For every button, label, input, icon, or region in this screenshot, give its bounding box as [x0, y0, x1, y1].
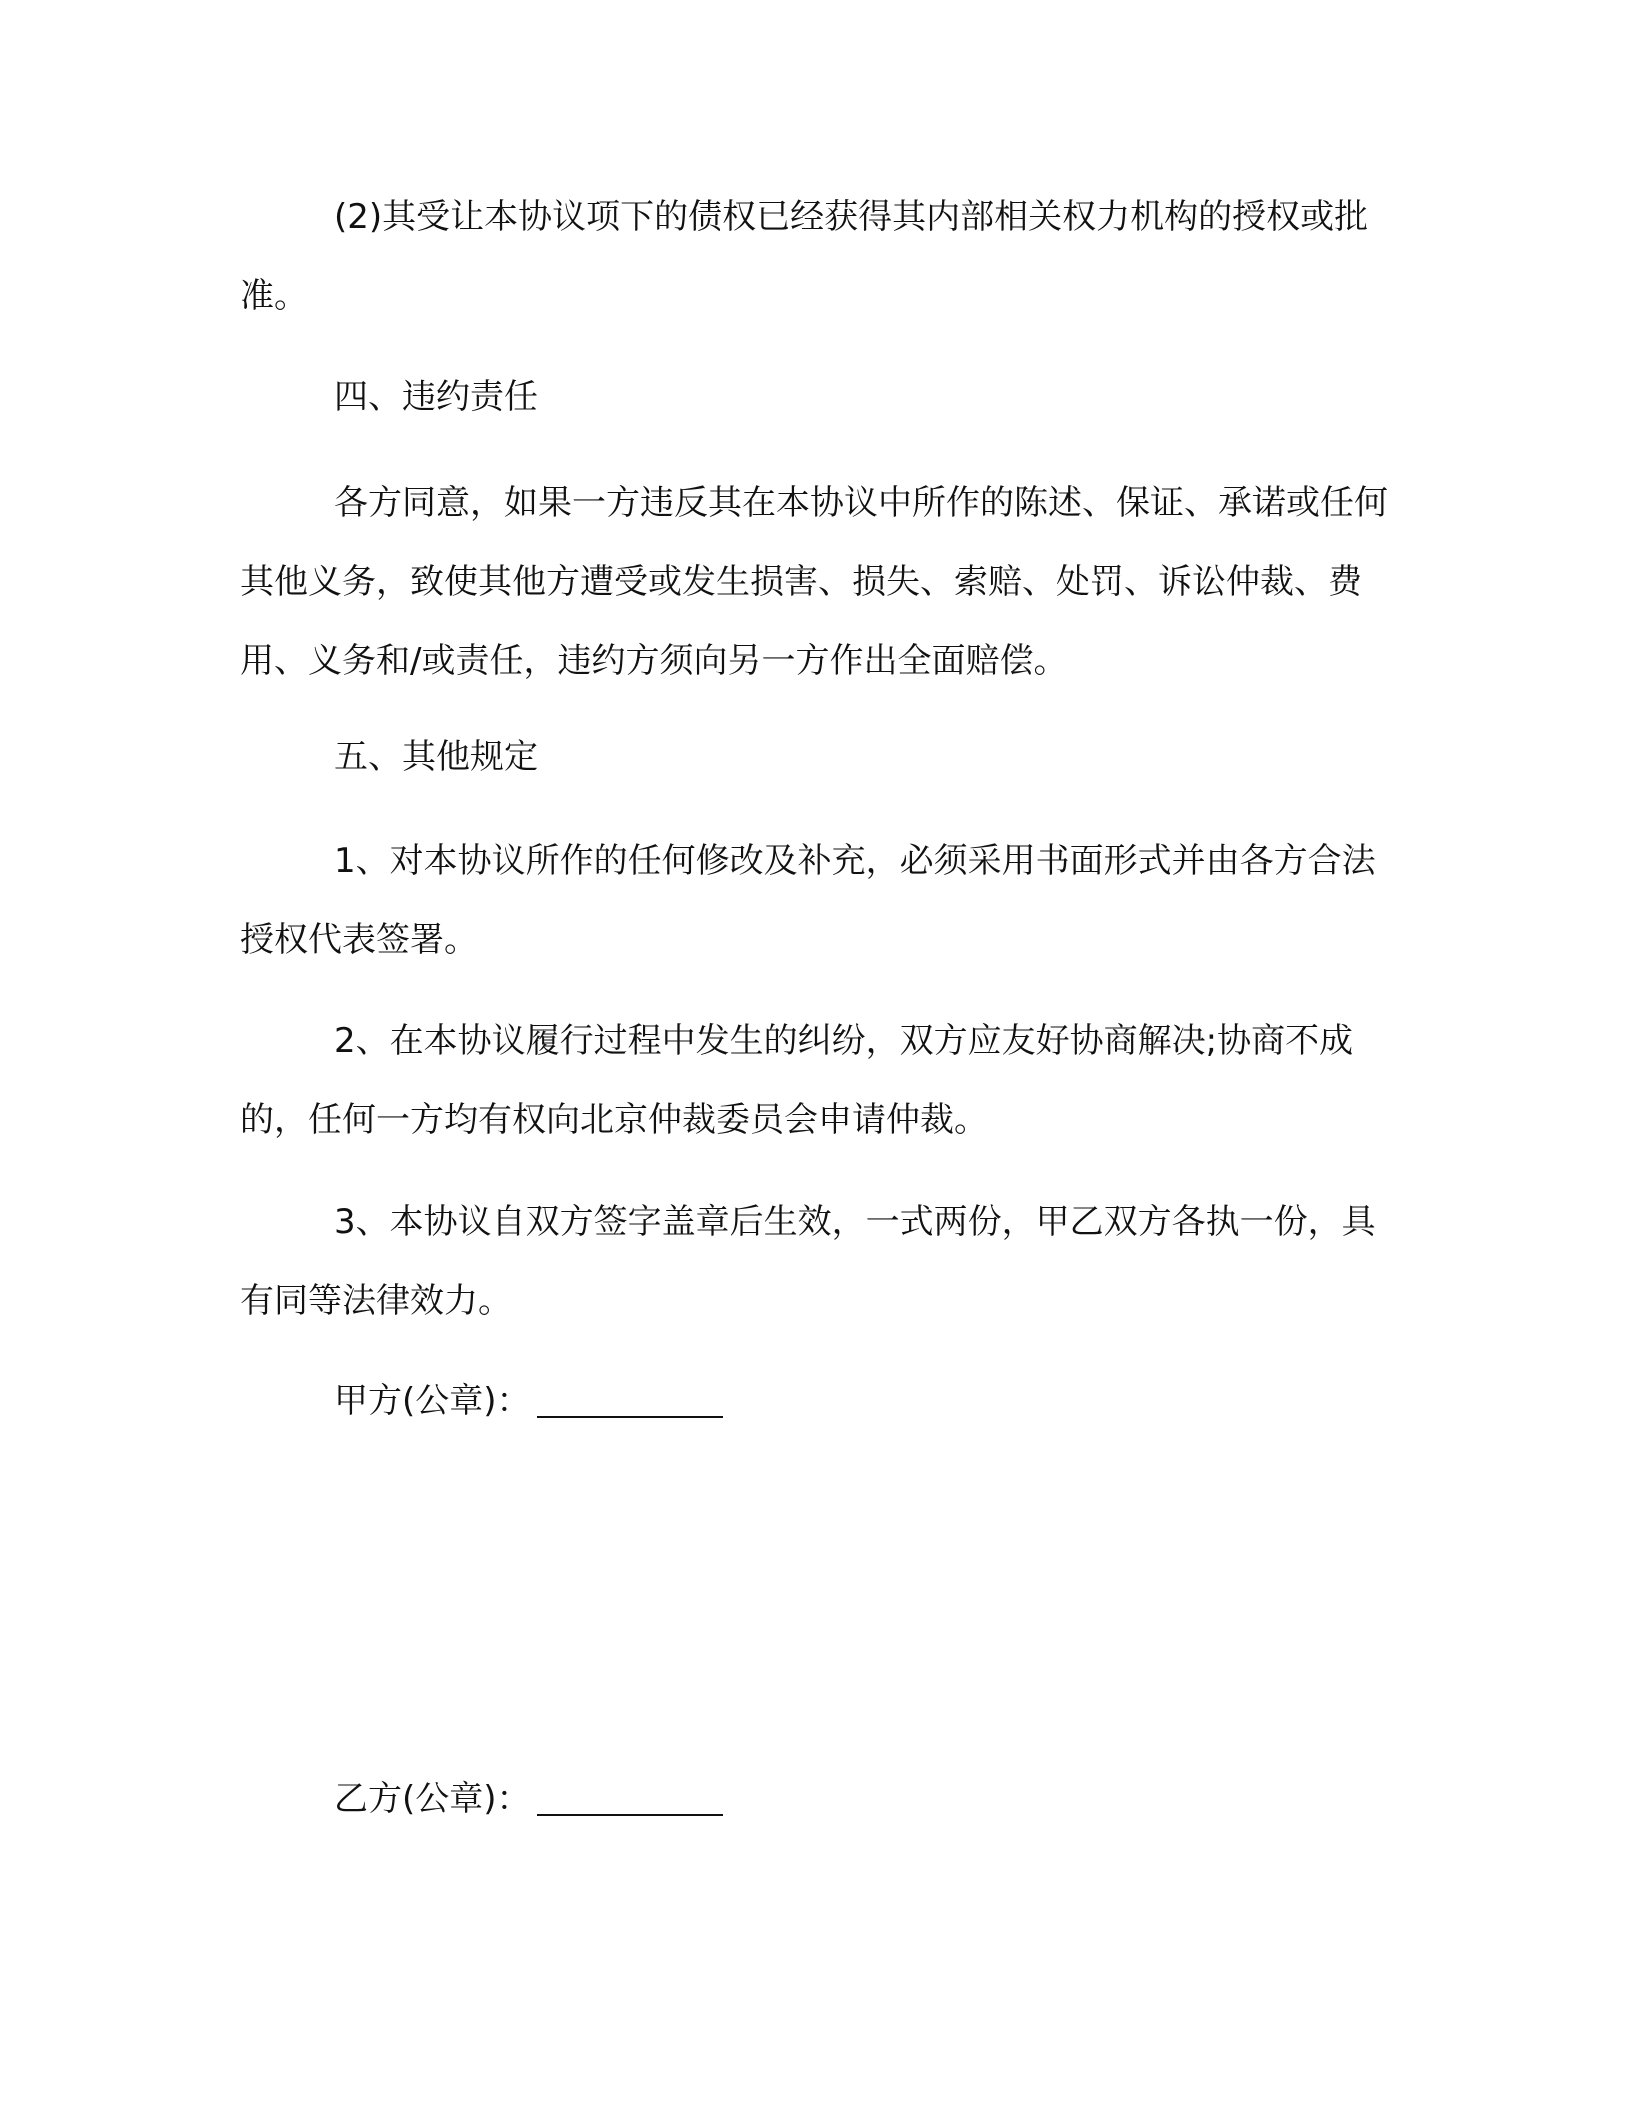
- section-heading-other-provisions: 五、其他规定: [334, 737, 538, 777]
- section-heading-breach-liability: 四、违约责任: [334, 377, 538, 417]
- party-a-seal-label: 甲方(公章)：: [334, 1381, 531, 1421]
- party-b-seal-label: 乙方(公章)：: [334, 1779, 531, 1819]
- paragraph-breach-liability: 各方同意，如果一方违反其在本协议中所作的陈述、保证、承诺或任何其他义务，致使其他方遭受或发生损害、损失、索赔、处罚、诉讼仲裁、费用、义务和/或责任，违约方须向另一方作出全面赔偿。: [240, 483, 1388, 681]
- party-a-signature-blank: [537, 1382, 723, 1418]
- paragraph-amendments: 1、对本协议所作的任何修改及补充，必须采用书面形式并由各方合法授权代表签署。: [240, 841, 1376, 960]
- paragraph-dispute-resolution: 2、在本协议履行过程中发生的纠纷，双方应友好协商解决;协商不成的，任何一方均有权向北京仲裁委员会申请仲裁。: [240, 1021, 1354, 1140]
- party-b-signature-line: [240, 1760, 1390, 1839]
- party-b-signature-blank: [537, 1780, 723, 1816]
- paragraph-effectiveness: 3、本协议自双方签字盖章后生效，一式两份，甲乙双方各执一份，具有同等法律效力。: [240, 1202, 1376, 1321]
- paragraph-authorization: (2)其受让本协议项下的债权已经获得其内部相关权力机构的授权或批准。: [240, 197, 1369, 316]
- party-a-signature-line: [240, 1362, 1390, 1441]
